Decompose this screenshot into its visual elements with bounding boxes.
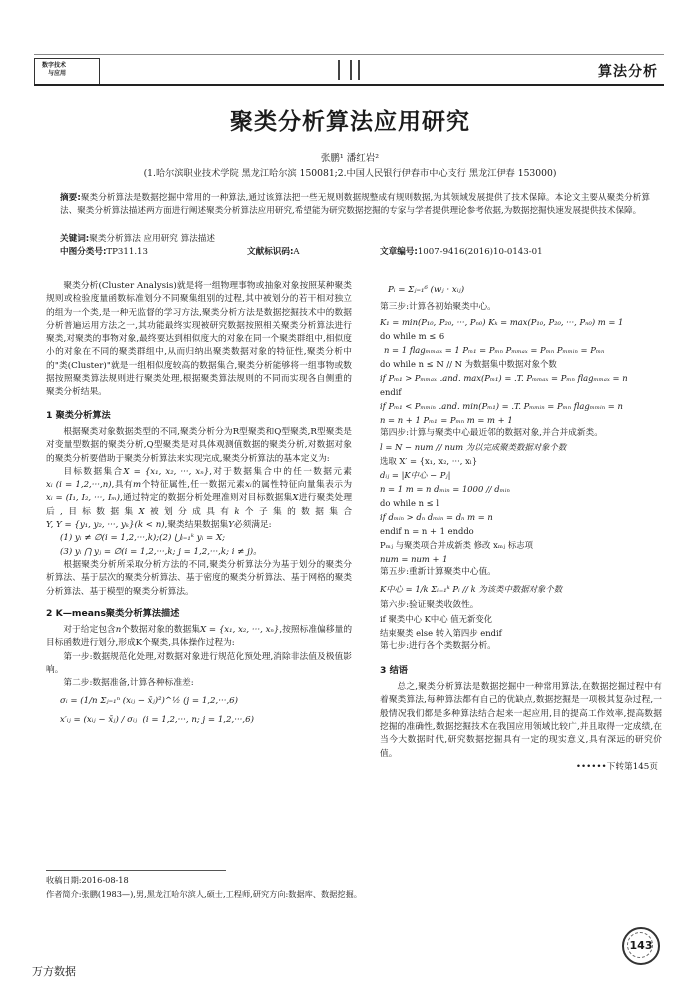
section-1-paragraph-3: 根据聚类分析所采取分析方法的不同,聚类分析算法分为基于划分的聚类分析算法、基于层次的聚类分析算法、基于密度的聚类分析算法、基于网格的聚类分析算法、基于模型的聚类分析算法。 — [46, 559, 352, 597]
page-number: 143 — [629, 939, 653, 952]
header-top-rule — [34, 54, 664, 55]
footnote-rule — [46, 870, 226, 871]
section-2-heading: 2 K—means聚类分析算法描述 — [46, 607, 180, 619]
author-bio: 作者简介:张鹏(1983—),男,黑龙江哈尔滨人,硕士,工程师,研究方向:数据库、数据挖掘。 — [46, 889, 362, 899]
article-affiliation: (1.哈尔滨职业技术学院 黑龙江哈尔滨 150081;2.中国人民银行伊春市中心支行 黑龙江伊春 153000) — [143, 168, 557, 179]
l-definition: l = N − num // num 为以完成聚类数据对象个数 — [380, 441, 567, 452]
header-bars-ornament — [336, 60, 366, 80]
step-2: 第二步:数据准备,计算各种标准差: — [63, 678, 194, 689]
step-3: 第三步:计算各初始聚类中心。 — [380, 302, 496, 313]
keywords-text: 聚类分析算法 应用研究 算法描述 — [89, 234, 215, 244]
right-column — [380, 284, 662, 774]
received-date: 收稿日期:2016-08-18 — [46, 875, 129, 885]
journal-logo — [34, 58, 100, 86]
left-column — [46, 280, 352, 727]
condition-1-2: (1) yᵢ ≠ ∅(i = 1,2,···,k);(2) ⋃ᵢ₌₁ᵏ yᵢ = X; — [60, 533, 225, 544]
endif-enddo: endif n = n + 1 enddo — [380, 525, 474, 536]
select-set: 选取 X′ = {x₁, x₂, ···, xₗ} — [380, 455, 478, 466]
formula-sigma: σᵢ = (1/n Σⱼ₌₁ⁿ (xᵢⱼ − x̄ⱼ)²)^½ (j = 1,2,···,6) — [60, 695, 239, 706]
loop-m-body: n = 1 flagₘₘₐₓ = 1 Pₘ₁ = Pₘₙ Pₘₘₐₓ = Pₘₙ Pₘₘᵢₙ = Pₘₙ — [384, 344, 605, 355]
abstract — [60, 192, 650, 218]
document-code: 文献标识码:A — [247, 247, 300, 257]
step-1: 第一步:数据规范化处理,对数据对象进行规范化预处理,消除非法值及极值影响。 — [46, 651, 352, 676]
loop-n: do while n ≤ N // N 为数据集中数据对象个数 — [380, 358, 557, 369]
wanfang-watermark: 万方数据 — [32, 965, 76, 978]
article-authors: 张鹏¹ 潘红岩² — [320, 153, 380, 164]
article-title: 聚类分析算法应用研究 — [230, 108, 470, 135]
article-number: 文章编号:1007-9416(2016)10-0143-01 — [380, 247, 543, 257]
clc-number: 中图分类号:TP311.13 — [60, 247, 148, 257]
abstract-label: 摘要: — [60, 193, 81, 203]
formula-center: K中心 = 1/k Σᵢ₌₁ᵏ Pᵢ // k 为该类中数据对象个数 — [380, 584, 563, 595]
distance-formula: dᵢⱼ = |K中心 − Pⱼ| — [380, 469, 451, 480]
increment: n = n + 1 Pₘ₁ = Pₘₙ m = m + 1 — [380, 414, 513, 425]
section-3-heading: 3 结语 — [380, 664, 408, 676]
section-name: 算法分析 — [598, 64, 658, 80]
conclusion-paragraph: 总之,聚类分析算法是数据挖掘中一种常用算法,在数据挖掘过程中有着聚类算法,每种算法都有自己的优缺点,数据挖掘是一项极其复杂过程,一般情况我们都是多种算法结合起来一起应用,目的提高工作效率,提高数据挖掘的准确性,数据挖掘技术在我国应用领域比较广,并且取得一定成绩,在当今大数据时代,研究数据挖掘具有一定的现实意义,具有深远的研究价值。 — [380, 682, 662, 759]
init-distance: n = 1 m = n dₘᵢₙ = 1000 // dₘᵢₙ — [380, 483, 510, 494]
section-2-paragraph-1: 对于给定包含n个数据对象的数据集X = {x₁, x₂, ···, xₙ},按照标准偏移量的目标函数进行划分,形成K个聚类,具体操作过程为: — [46, 625, 353, 649]
page-number-badge — [622, 927, 660, 965]
init-centers: K₁ = min(P₁₀, P₂₀, ···, Pₙ₀) Kₖ = max(P₁₀, P₂₀, ···, Pₙ₀) m = 1 — [380, 316, 624, 327]
if-max: if Pₘ₁ > Pₘₘₐₓ .and. max(Pₘ₁) = .T. Pₘₘₐₓ = Pₘₙ flagₘₘₐₓ = n — [380, 372, 628, 383]
merge-cluster: Pₘⱼ 与聚类项合并成新类 修改 xₘⱼ 标志项 — [380, 539, 533, 550]
section-1-heading: 1 聚类分析算法 — [46, 409, 111, 421]
keywords — [60, 232, 215, 244]
loop-m: do while m ≤ 6 — [380, 330, 445, 341]
num-increment: num = num + 1 — [380, 553, 448, 564]
loop-l: do while n ≤ l — [380, 497, 440, 508]
logo-line-2: 与应用 — [48, 70, 67, 77]
step-4: 第四步:计算与聚类中心最近邻的数据对象,并合并成新类。 — [380, 427, 603, 438]
keywords-label: 关键词: — [60, 234, 90, 244]
if-distance: if dₘᵢₙ > dₙ dₘᵢₙ = dₙ m = n — [380, 511, 493, 522]
continued-note: ••••••下转第145页 — [575, 761, 658, 772]
endif-1: endif — [380, 386, 402, 397]
intro-paragraph: 聚类分析(Cluster Analysis)就是将一组物理事物或抽象对象按照某种聚类规则或检验度量函数标准划分不同聚集组别的过程,其中被划分的若干相对独立的组为一个类,是一种无监督的学习方法,聚类分析方法是数据挖掘技术中的数据分析普遍运用方法之一,其功能最终实现被研究数据按照相关聚类分析算法进行聚类,对聚类的事物对象,最终要达到相似度大的对象在同一个聚类群组中,相似度小的对象在不同的聚类群组中,从而归纳出聚类数据对象的特征性,聚类分析中的"类(Cluster)"就是一组相似度较高的数据集合,聚类分析能够将一组事物或数据按照聚类算法规则进行聚类处理,根据聚类算法规则的不同而实现各自侧重的聚类分析结果。 — [46, 281, 352, 398]
abstract-text: 聚类分析算法是数据挖掘中常用的一种算法,通过该算法把一些无规则数据规整成有规则数据,为其领域发展提供了技术保障。本论文主要从聚类分析算法、聚类分析算法描述两方面进行阐述聚类分析算法应用研究,希望能为研究数据挖掘的专家与学者提供理论参考依据,为数据挖掘快速发展提供技术保障。 — [60, 193, 650, 216]
if-min: if Pₘ₁ < Pₘₘᵢₙ .and. min(Pₘ₁) = .T. Pₘₘᵢₙ = Pₘₙ flagₘₘᵢₙ = n — [380, 400, 623, 411]
section-1-paragraph-2: 目标数据集合X = {x₁, x₂, ···, xₙ},对于数据集合中的任一数据元素xᵢ (i = 1,2,···,n),具有m个特征属性,任一数据元素xᵢ的属性特征向量集表示为xᵢ = (I₁, I₂, ···, Iₘ),通过特定的数据分析处理准则对目标数据集X进行聚类处理后,目标数据集X被划分成具有k个子集的数据集合Y, Y = {y₁, y₂, ···, yₖ}(k < n),聚类结果数据集Y必须满足: — [46, 466, 353, 531]
header-bottom-rule — [34, 84, 664, 86]
step-6: 第六步:验证聚类收敛性。 — [380, 600, 479, 611]
section-1-paragraph-1: 根据聚类对象数据类型的不同,聚类分析分为R型聚类和Q型聚类,R型聚类是对变量型数据的聚类分析,Q型聚类是对具体观测值数据的聚类分析,对数据对象的聚类分析要借助于聚类分析算法来实现完成,聚类分析算法的基本定义为: — [46, 426, 352, 464]
formula-normalization: x′ᵢⱼ = (xᵢⱼ − x̄ⱼ) / σᵢⱼ (i = 1,2,···, n; j = 1,2,···,6) — [60, 714, 254, 725]
logo-line-1: 数字技术 — [42, 62, 67, 69]
step-7: 第七步:进行各个类数据分析。 — [380, 641, 496, 652]
condition-3: (3) yᵢ ⋂ yⱼ = ∅(i = 1,2,···,k; j = 1,2,···,k; i ≠ j)。 — [60, 546, 262, 557]
formula-p: Pᵢ = Σⱼ₌₁⁶ (wⱼ · xᵢⱼ) — [388, 285, 465, 295]
step-5: 第五步:重新计算聚类中心值。 — [380, 566, 496, 577]
end-cluster: 结束聚类 else 转入第四步 endif — [380, 628, 502, 639]
if-center-unchanged: if 聚类中心 K中心 值无新变化 — [380, 614, 493, 625]
badge-ring-icon — [627, 932, 653, 958]
